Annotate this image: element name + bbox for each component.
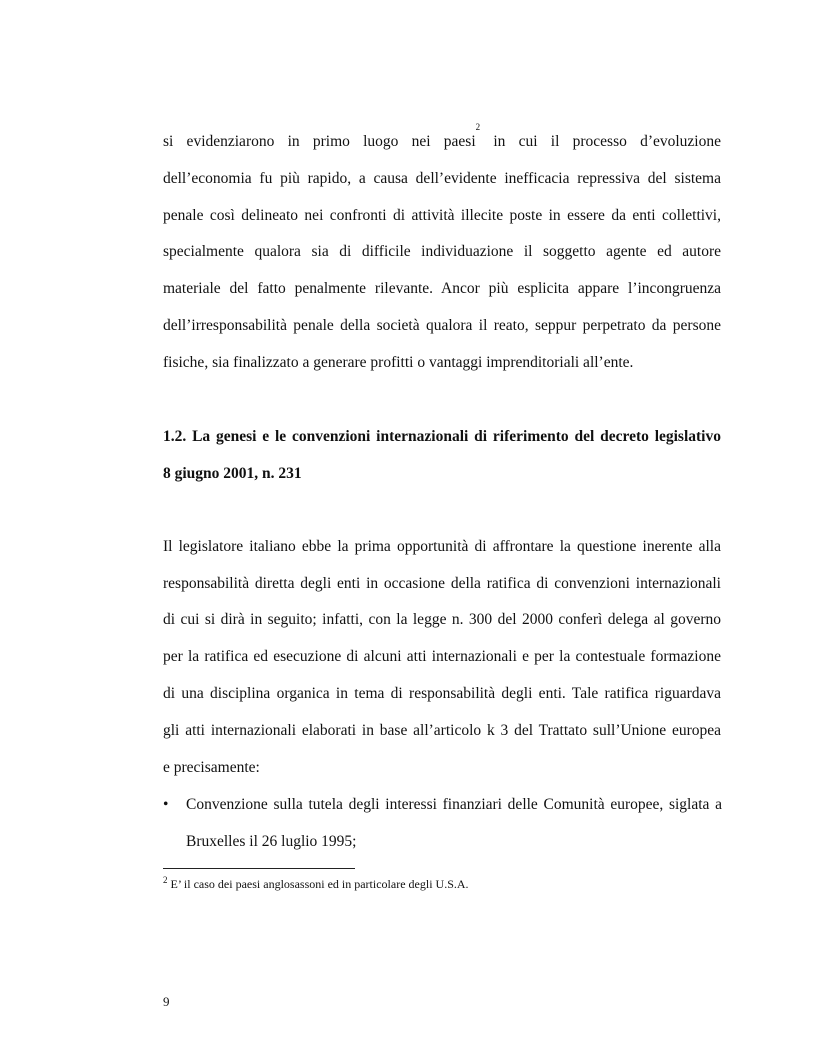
paragraph-line: di cui si dirà in seguito; infatti, con la legge n. 300 del 2000 conferì delega al governo xyxy=(163,611,721,628)
footnote-number: 2 xyxy=(163,875,168,885)
page-number: 9 xyxy=(163,994,170,1009)
paragraph-line: gli atti internazionali elaborati in base all’articolo k 3 del Trattato sull’Unione europea xyxy=(163,722,721,739)
paragraph-line: di una disciplina organica in tema di responsabilità degli enti. Tale ratifica riguardava xyxy=(163,685,721,702)
paragraph-line xyxy=(163,122,721,152)
bullet-marker: • xyxy=(163,796,169,813)
paragraph-line: dell’economia fu più rapido, a causa dell’evidente inefficacia repressiva del sistema xyxy=(163,170,721,187)
paragraph-text: in cui il processo d’evoluzione xyxy=(480,133,721,150)
paragraph-line: penale così delineato nei confronti di attività illecite poste in essere da enti collettivi, xyxy=(163,207,721,224)
paragraph-line: fisiche, sia finalizzato a generare profitti o vantaggi imprenditoriali all’ente. xyxy=(163,354,634,371)
paragraph-line: Il legislatore italiano ebbe la prima opportunità di affrontare la questione inerente alla xyxy=(163,538,721,555)
paragraph-line: specialmente qualora sia di difficile individuazione il soggetto agente ed autore xyxy=(163,243,721,260)
paragraph-text: si evidenziarono in primo luogo nei paesi xyxy=(163,133,476,150)
paragraph-line: per la ratifica ed esecuzione di alcuni atti internazionali e per la contestuale formazione xyxy=(163,648,721,665)
footnote-text: E’ il caso dei paesi anglosassoni ed in particolare degli U.S.A. xyxy=(170,877,469,891)
paragraph-line: responsabilità diretta degli enti in occasione della ratifica di convenzioni internazionali xyxy=(163,575,721,592)
list-item-line: Convenzione sulla tutela degli interessi finanziari delle Comunità europee, siglata a xyxy=(186,796,722,813)
footnote-separator xyxy=(163,868,355,869)
section-heading-line: 8 giugno 2001, n. 231 xyxy=(163,465,302,482)
list-item-line: Bruxelles il 26 luglio 1995; xyxy=(186,833,357,850)
paragraph-line: e precisamente: xyxy=(163,759,260,776)
paragraph-line: materiale del fatto penalmente rilevante. Ancor più esplicita appare l’incongruenza xyxy=(163,280,721,297)
footnote-reference: 2 xyxy=(475,122,481,132)
section-heading-line: 1.2. La genesi e le convenzioni internazionali di riferimento del decreto legislativo xyxy=(163,428,721,445)
footnote xyxy=(163,876,469,892)
paragraph-line: dell’irresponsabilità penale della società qualora il reato, seppur perpetrato da persone xyxy=(163,317,721,334)
